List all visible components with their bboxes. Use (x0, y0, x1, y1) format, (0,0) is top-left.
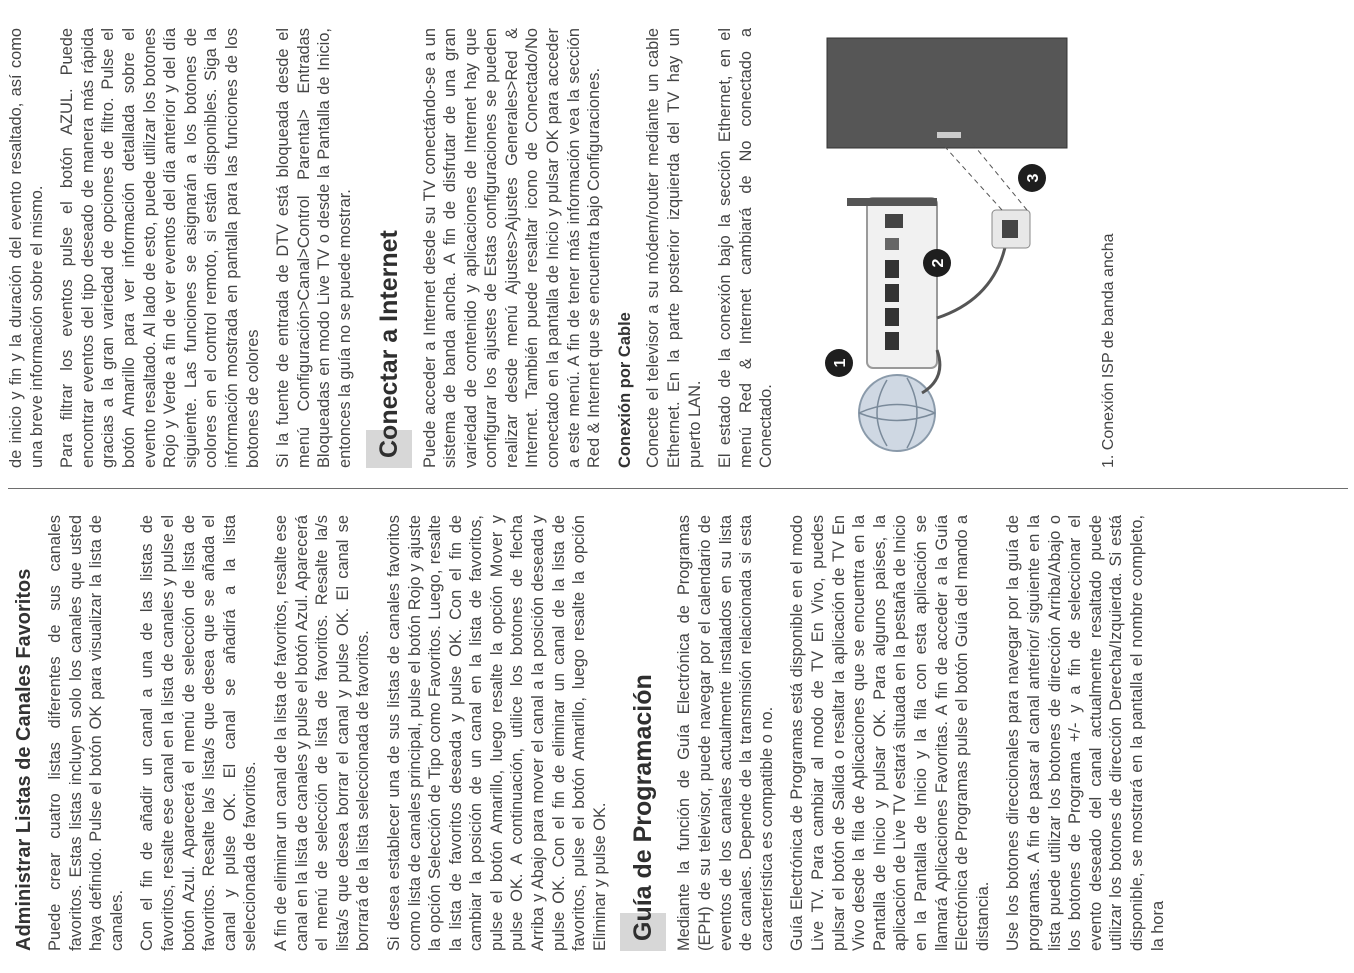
router-icon (847, 198, 937, 368)
badge-3 (1018, 164, 1046, 192)
svg-text:3: 3 (1025, 173, 1042, 183)
favorites-remove: A fin de eliminar un canal de la lista de favoritos, resalte ese canal en la lista de canales y pulse el botón Azul. Aparecerá el menú de selección de lista de favoritos. Resalte la/s lista/s que desea borrar el canal y pulse OK. El canal se borrará de la lista seleccionada de favoritos. (271, 515, 373, 951)
epg-navigate: Use los botones direccionales para navegar por la guía de programas. A fin de pasar al canal anterior/ siguiente en la lista puede utilizar los botones de dirección Arriba/Abajo o los botones de Programa +/- y a fin de seleccionar el evento deseado del canal actualmente resaltado puede utilizar los botones de dirección Derecha/Izquierda. Si está disponible, se mostrará en la pantalla el nombre completo, la hora (1004, 515, 1167, 951)
favorites-add: Con el fin de añadir un canal a una de las listas de favoritos, resalte ese canal en la lista de canales y pulse el botón Azul. Aparecerá el menú de selección de lista de favoritos. Resalte la/s lista/s que desea que se añada el canal y pulse OK. El canal se añadirá a la lista seleccionada de favoritos. (138, 515, 260, 951)
diagram-caption: 1. Conexión ISP de banda ancha (1100, 233, 1117, 468)
column-divider (8, 488, 1348, 489)
svg-text:1: 1 (832, 358, 849, 368)
epg-access: Guía Electrónica de Programas está disponible en el modo Live TV. Para cambiar al modo de TV En Vivo, puedes pulsar el botón de Salida o resaltar la aplicación de TV En Vivo desde la fila de Aplicaciones que se encuentra en la Pantalla de Inicio y pulsar OK. Para algunos países, la aplicación de Live TV estará situada en la pestaña de Inicio en la Pantalla de Inicio y la fila con esta aplicación se llamará Aplicaciones Favoritas. A fin de acceder a la Guía Electrónica de Programas pulse el botón Guía del mando a distancia. (788, 515, 992, 951)
epg-filter: Para filtrar los eventos pulse el botón AZUL. Puede encontrar eventos del tipo deseado de manera más rápida gracias a la gran variedad de opciones de filtro. Pulse el botón Amarillo para ver información detallada sobre el evento resaltado. Al lado de esto, puede utilizar los botones Rojo y Verde a fin de ver eventos del día anterior y del día siguiente. Las funciones se asignarán a los botones de colores en el control remoto, si están disponibles. Siga la información mostrada en pantalla para las funciones de los botones de colores (58, 28, 262, 468)
svg-text:2: 2 (930, 258, 947, 268)
favorites-title: Administrar Listas de Canales Favoritos (13, 568, 35, 951)
lan-port-icon (992, 210, 1030, 248)
wired-connection-text: Conecte el televisor a su módem/router mediante un cable Ethernet. En la parte posterior izquierda del TV hay un puerto LAN. (644, 28, 704, 468)
internet-intro: Puede acceder a Internet desde su TV conectándo-se a un sistema de banda ancha. A fin de disfrutar de una gran variedad de contenido y aplicaciones de Internet hay que configurar los ajustes de Estas configuraciones se pueden realizar desde menú Ajustes>Ajustes Generales>Red & Internet. También puede resaltar icono de Conectado/No conectado en la pantalla de Inicio y pulsar OK para acceder a este menú. A fin de tener más información vea la sección Red & Internet que se encuentra bajo Configuraciones. (420, 28, 604, 468)
wired-connection-title: Conexión por Cable (615, 312, 634, 468)
wired-connection-status: El estado de la conexión bajo la sección Ethernet, en el menú Red & Internet cambiará de No conectado a Conectado. (716, 28, 776, 468)
column-left (12, 515, 1352, 951)
column-right (6, 28, 1346, 468)
epg-intro: Mediante la función de Guía Electrónica de Programas (EPH) de su televisor, puede navegar por el calendario de eventos de los canales actualmente instalados en su lista de canales. Depende de la transmisión relacionada si esta característica es compatible o no. (675, 515, 776, 951)
favorites-main-list: Si desea establecer una de sus listas de canales favoritos como lista de canales principal, pulse el botón Rojo y ajuste la opción Selección de Tipo como Favoritos. Luego, resalte la lista de favoritos deseada y pulse OK. Con el fin de cambiar la posición de un canal en la lista de favoritos, pulse el botón Amarillo, luego resalte la opción Mover y pulse OK. A continuación, utilice los botones de flecha Arriba y Abajo para mover el canal a la posición deseada y pulse OK. Con el fin de eliminar un canal de la lista de favoritos, pulse el botón Amarillo, luego resalte la opción Eliminar y pulse OK. (384, 515, 609, 951)
favorites-intro: Puede crear cuatro listas diferentes de sus canales favoritos. Estas listas incluyen solo los canales que usted haya definido. Pulse el botón OK para visualizar la lista de canales. (46, 515, 126, 951)
epg-event-info: de inicio y fin y la duración del evento resaltado, así como una breve información sobre el mismo. (7, 28, 46, 468)
badge-2 (923, 249, 951, 277)
section-internet: Conectar a Internet (366, 28, 412, 468)
connection-diagram (787, 28, 1097, 468)
globe-icon (859, 375, 935, 451)
section-epg: Guía de Programación (620, 515, 666, 951)
epg-blocked: Si la fuente de entrada de DTV está bloqueada desde el menú Configuración>Canal>Control Parental> Entradas Bloqueadas en modo Live TV o desde la Pantalla de Inicio, entonces la guía no se puede mostrar. (274, 28, 354, 468)
badge-1 (825, 349, 853, 377)
